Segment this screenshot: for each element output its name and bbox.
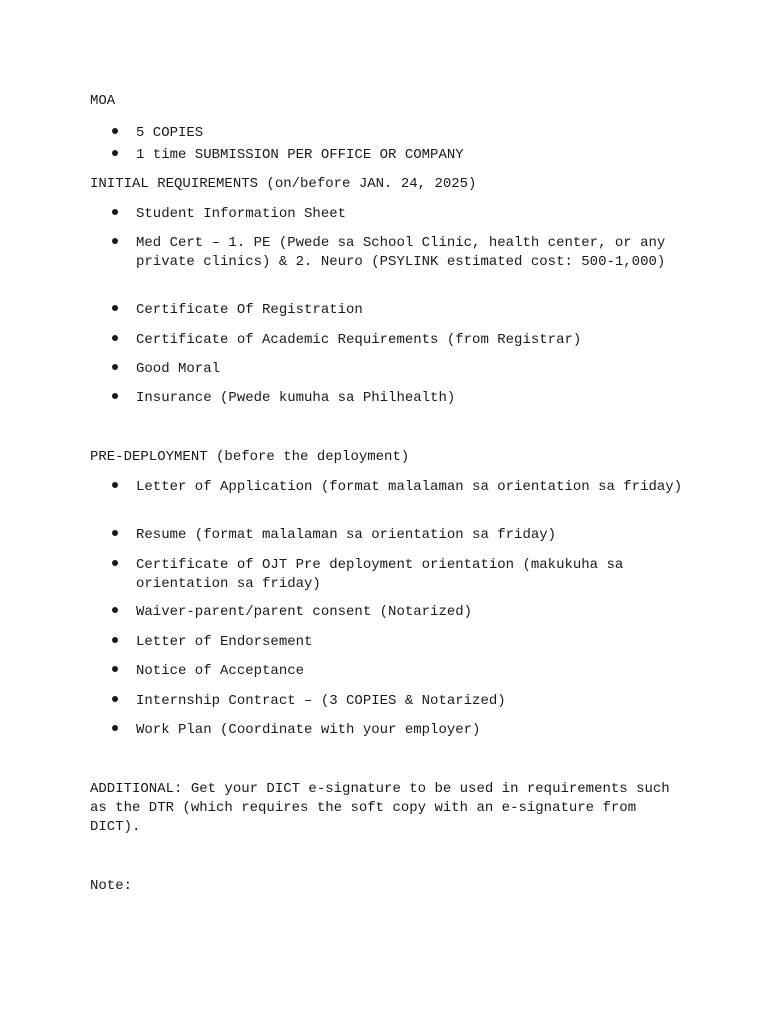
predeployment-item-endorsement: Letter of Endorsement [136, 634, 313, 650]
initial-item-good-moral: Good Moral [136, 361, 221, 377]
bullet-icon [112, 633, 118, 652]
bullet-icon [112, 603, 118, 622]
predeployment-item-ojt-cert: Certificate of OJT Pre deployment orientation (makukuha sa orientation sa friday) [136, 557, 624, 592]
bullet-icon [112, 526, 118, 545]
predeployment-heading: PRE-DEPLOYMENT (before the deployment) [90, 449, 410, 465]
predeployment-item-acceptance: Notice of Acceptance [136, 663, 305, 679]
bullet-icon [112, 360, 118, 379]
moa-item-copies: 5 COPIES [136, 125, 204, 141]
bullet-icon [112, 205, 118, 224]
bullet-icon [112, 301, 118, 320]
bullet-icon [112, 124, 118, 143]
initial-heading: INITIAL REQUIREMENTS (on/before JAN. 24, 2025) [90, 176, 477, 192]
moa-heading: MOA [90, 93, 116, 109]
predeployment-item-contract: Internship Contract – (3 COPIES & Notarized) [136, 693, 506, 709]
initial-item-insurance: Insurance (Pwede kumuha sa Philhealth) [136, 390, 456, 406]
bullet-icon [112, 662, 118, 681]
bullet-icon [112, 478, 118, 497]
initial-item-cor: Certificate Of Registration [136, 302, 363, 318]
predeployment-item-work-plan: Work Plan (Coordinate with your employer) [136, 722, 481, 738]
bullet-icon [112, 146, 118, 165]
initial-item-academic: Certificate of Academic Requirements (from Registrar) [136, 332, 582, 348]
bullet-icon [112, 234, 118, 253]
bullet-icon [112, 389, 118, 408]
bullet-icon [112, 721, 118, 740]
initial-item-med-cert: Med Cert – 1. PE (Pwede sa School Clinic, health center, or any private clinics) & 2. Neuro (PSYLINK estimated cost: 500-1,000) [136, 235, 666, 270]
additional-text: ADDITIONAL: Get your DICT e-signature to be used in requirements such as the DTR (which requires the soft copy with an e-signature from DICT). [90, 781, 670, 835]
moa-item-submission: 1 time SUBMISSION PER OFFICE OR COMPANY [136, 147, 464, 163]
bullet-icon [112, 331, 118, 350]
predeployment-item-resume: Resume (format malalaman sa orientation sa friday) [136, 527, 557, 543]
bullet-icon [112, 692, 118, 711]
predeployment-item-application: Letter of Application (format malalaman sa orientation sa friday) [136, 479, 683, 495]
initial-item-student-info: Student Information Sheet [136, 206, 347, 222]
bullet-icon [112, 556, 118, 575]
predeployment-item-waiver: Waiver-parent/parent consent (Notarized) [136, 604, 473, 620]
note-label: Note: [90, 878, 133, 894]
